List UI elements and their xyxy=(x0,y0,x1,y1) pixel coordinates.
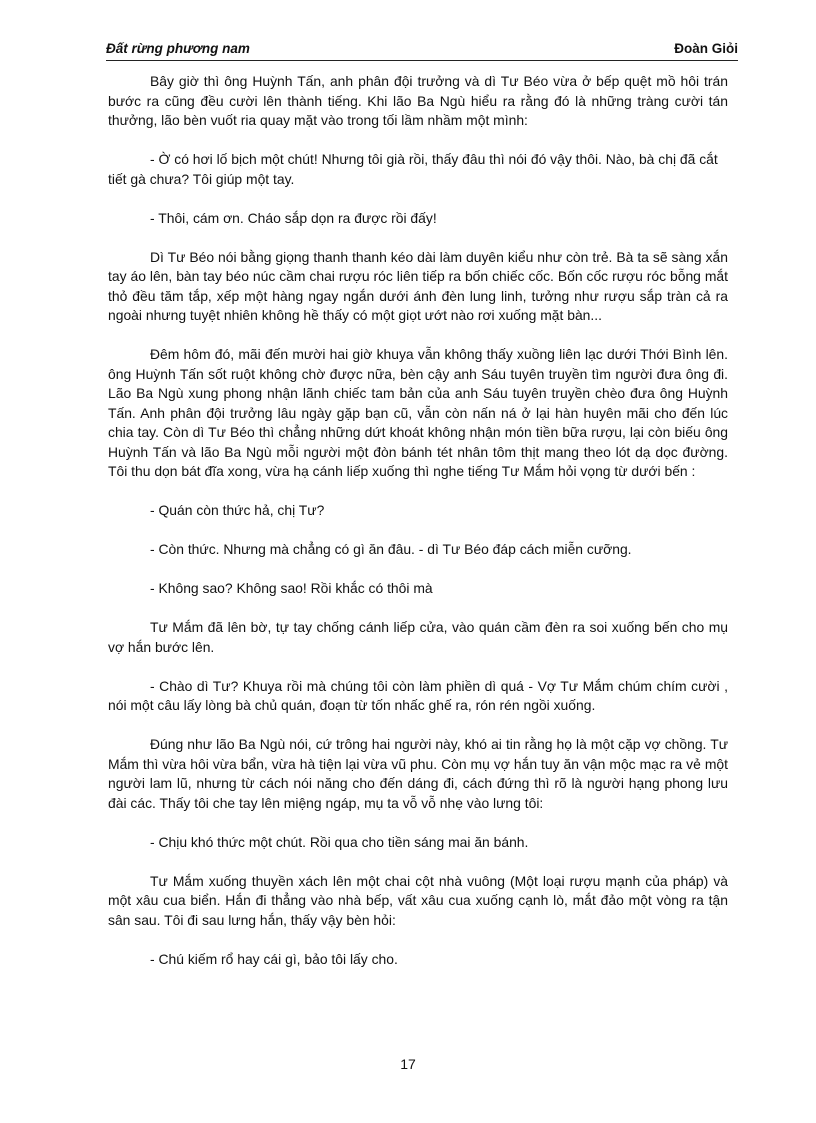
paragraph: Đúng như lão Ba Ngù nói, cứ trông hai người này, khó ai tin rằng họ là một cặp vợ chồng. Tư Mắm thì vừa hôi vừa bẩn, vừa hà tiện lại vừa vũ phu. Còn mụ vợ hắn tuy ăn vận mộc mạc ra vẻ một người lam lũ, nhưng từ cách nói năng cho đến dáng đi, cách đứng thì rõ là người hạng phong lưu đài các. Thấy tôi che tay lên miệng ngáp, mụ ta vỗ vỗ nhẹ vào lưng tôi: xyxy=(108,736,728,811)
paragraph: - Còn thức. Nhưng mà chẳng có gì ăn đâu. - dì Tư Béo đáp cách miễn cưỡng. xyxy=(150,541,632,557)
paragraph: - Không sao? Không sao! Rồi khắc có thôi mà xyxy=(150,580,433,596)
paragraph: - Chú kiếm rổ hay cái gì, bảo tôi lấy cho. xyxy=(150,950,398,967)
book-title: Đất rừng phương nam xyxy=(106,41,250,56)
paragraph: - Ờ có hơi lố bịch một chút! Nhưng tôi già rồi, thấy đâu thì nói đó vậy thôi. Nào, bà chị đã cắt tiết gà chưa? Tôi giúp một tay. xyxy=(108,151,718,187)
paragraph: Đêm hôm đó, mãi đến mười hai giờ khuya vẫn không thấy xuồng liên lạc dưới Thới Bình lên. ông Huỳnh Tấn sốt ruột không chờ được nữa, bèn cậy anh Sáu tuyên truyền tìm người đưa ông đi. Lão Ba Ngù xung phong nhận lãnh chiếc tam bản của anh Sáu tuyên truyền chèo đưa ông Huỳnh Tấn. Anh phân đội trưởng lâu ngày gặp bạn cũ, vẫn còn nấn ná ở lại hàn huyên mãi cho đến lúc chia tay. Còn dì Tư Béo thì chẳng những dứt khoát không nhận món tiền bữa rượu, lại còn biếu ông Huỳnh Tấn và lão Ba Ngù mỗi người một đòn bánh tét nhân tôm thịt mang theo lót dạ dọc đường. Tôi thu dọn bát đĩa xong, vừa hạ cánh liếp xuống thì nghe tiếng Tư Mắm hỏi vọng từ dưới bến : xyxy=(108,346,728,479)
paragraph: - Chào dì Tư? Khuya rồi mà chúng tôi còn làm phiền dì quá - Vợ Tư Mắm chúm chím cười , nói một câu lấy lòng bà chủ quán, đoạn từ tốn nhấc ghế ra, rón rén ngồi xuống. xyxy=(108,677,728,713)
paragraph: - Quán còn thức hả, chị Tư? xyxy=(150,502,325,518)
paragraph: - Chịu khó thức một chút. Rồi qua cho tiền sáng mai ăn bánh. xyxy=(150,833,529,850)
author-name: Đoàn Giỏi xyxy=(674,41,738,56)
paragraph: Dì Tư Béo nói bằng giọng thanh thanh kéo dài làm duyên kiểu như còn trẻ. Bà ta sẽ sàng xắn tay áo lên, bàn tay béo núc cầm chai rượu róc liên tiếp ra bốn chiếc cốc. Bốn cốc rượu róc bỗng mắt thỏ đều tăm tắp, xếp một hàng ngay ngắn dưới ánh đèn lung linh, tưởng như rượu sắp tràn cả ra ngoài nhưng tuyệt nhiên không hề thấy có một giọt ướt nào rơi xuống mặt bàn... xyxy=(108,248,728,323)
paragraph: - Thôi, cám ơn. Cháo sắp dọn ra được rồi đấy! xyxy=(150,209,437,226)
page-header xyxy=(106,40,738,61)
body-text xyxy=(108,72,728,989)
paragraph: Tư Mắm đã lên bờ, tự tay chống cánh liếp cửa, vào quán cầm đèn ra soi xuống bến cho mụ vợ hắn bước lên. xyxy=(108,619,728,655)
paragraph: Bây giờ thì ông Huỳnh Tấn, anh phân đội trưởng và dì Tư Béo vừa ở bếp quệt mồ hôi trán bước ra cũng đều cười lên thành tiếng. Khi lão Ba Ngù hiểu ra rằng đó là những tràng cười tán thưởng, lão bèn vuốt ria quay mặt vào trong tối lầm nhầm một mình: xyxy=(108,73,728,128)
paragraph: Tư Mắm xuống thuyền xách lên một chai cột nhà vuông (Một loại rượu mạnh của pháp) và một xâu cua biển. Hắn đi thẳng vào nhà bếp, vất xâu cua xuống cạnh lò, mắt đảo một vòng ra tận sân sau. Tôi đi sau lưng hắn, thấy vậy bèn hỏi: xyxy=(108,872,728,928)
page-number: 17 xyxy=(400,1056,416,1072)
